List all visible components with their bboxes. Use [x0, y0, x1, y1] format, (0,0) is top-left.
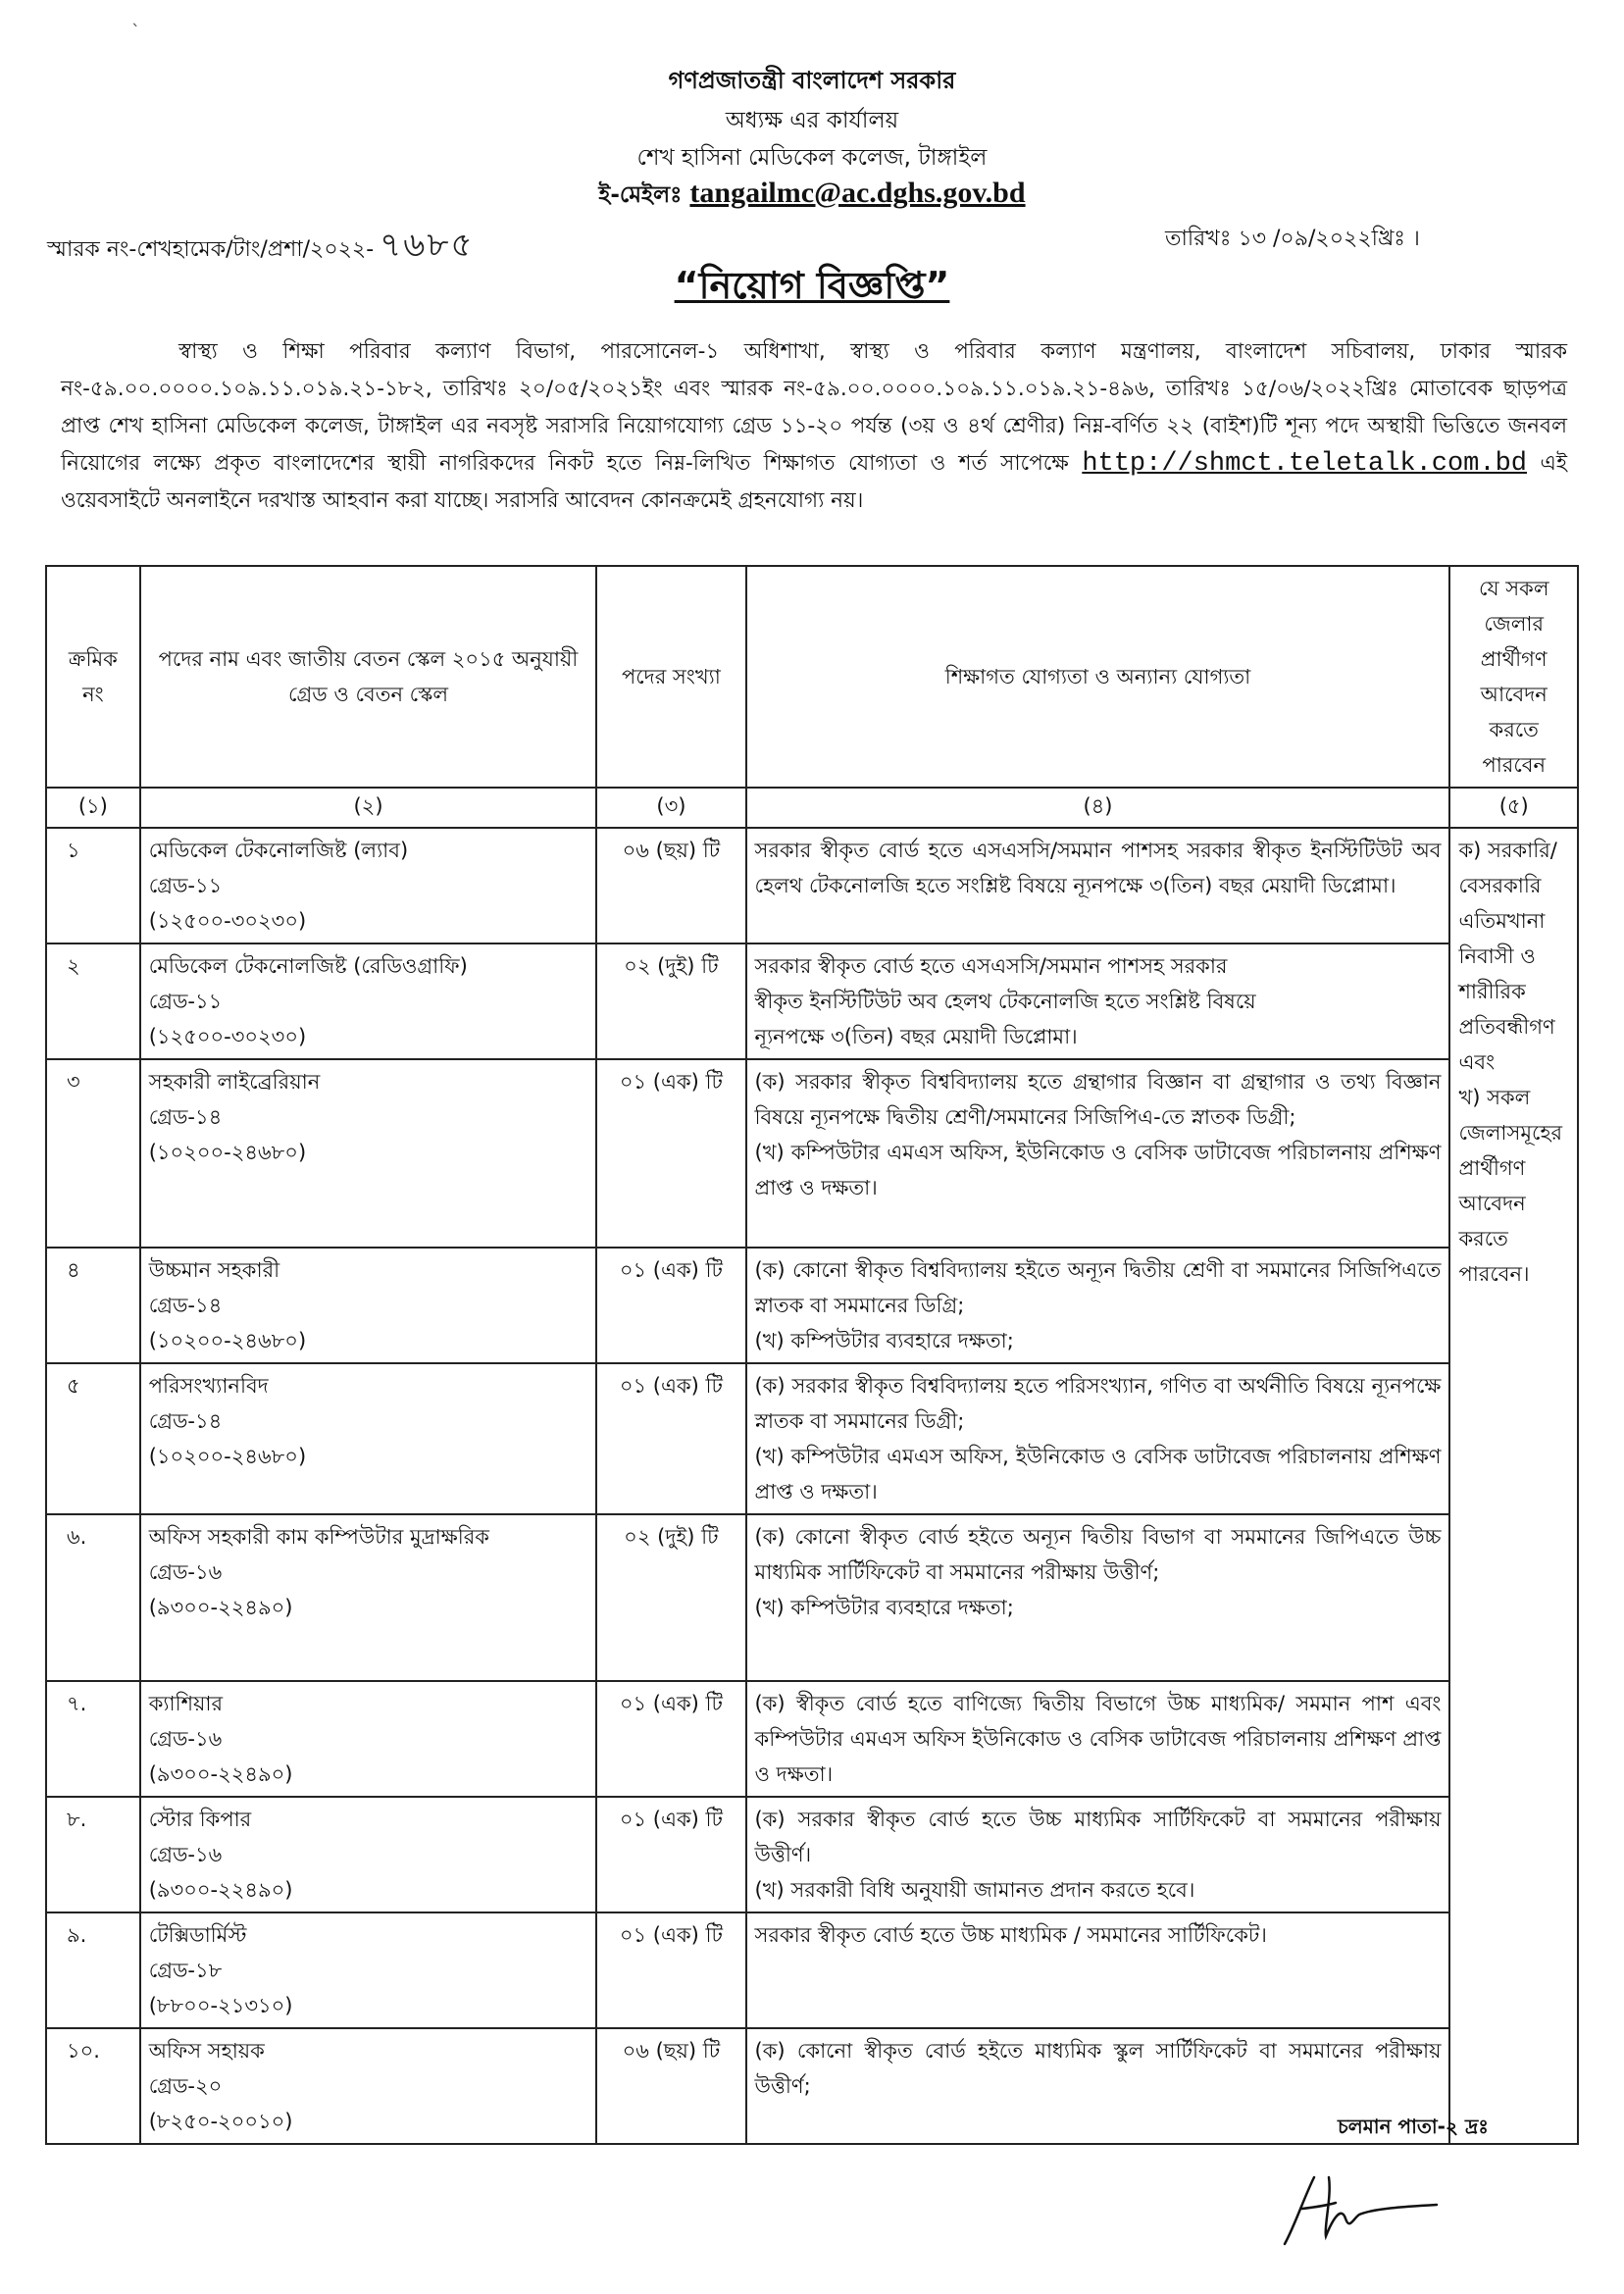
- qualification-line: (খ) কম্পিউটার এমএস অফিস, ইউনিকোড ও বেসিক ডাটাবেজ পরিচালনায় প্রশিক্ষণ প্রাপ্ত ও দক্ষতা।: [754, 1445, 1442, 1504]
- post-grade: গ্রেড-১৬: [148, 1560, 223, 1584]
- table-row: [46, 1059, 1578, 1248]
- qualification-line: স্বীকৃত ইনস্টিটিউট অব হেলথ টেকনোলজি হতে সংশ্লিষ্ট বিষয়ে: [754, 990, 1256, 1013]
- table-row: [46, 1912, 1578, 2028]
- eligibility-line: খ) সকল: [1458, 1086, 1531, 1109]
- column-number-row: [46, 788, 1578, 828]
- issue-date: তারিখঃ ১৩ /০৯/২০২২খ্রিঃ ।: [1165, 227, 1420, 251]
- column-number: (১): [46, 788, 140, 828]
- eligibility-line: করতে: [1458, 1227, 1508, 1250]
- post-post: সহকারী লাইব্রেরিয়ান: [148, 1070, 321, 1094]
- post-scale: (১২৫০০-৩০২৩০): [148, 1025, 307, 1048]
- reference-label: স্মারক নং-শেখহামেক/টাং/প্রশা/২০২২-: [47, 237, 375, 262]
- post-post: মেডিকেল টেকনোলজিষ্ট (রেডিওগ্রাফি): [148, 954, 468, 978]
- qualification-line: (ক) সরকার স্বীকৃত বোর্ড হতে উচ্চ মাধ্যমিক সার্টিফিকেট বা সমমানের পরীক্ষায় উত্তীর্ণ।: [754, 1808, 1442, 1866]
- serial-cell: ১০.: [46, 2028, 140, 2144]
- email-label: ই-মেইলঃ: [598, 182, 683, 208]
- eligibility-line: পারবেন।: [1458, 1262, 1530, 1286]
- scan-mark: ˋ: [131, 22, 140, 42]
- qualification-cell: [746, 1514, 1450, 1681]
- post-cell: [140, 1059, 597, 1248]
- eligibility-line: শারীরিক: [1458, 980, 1526, 1003]
- post-grade: গ্রেড-১৬: [148, 1727, 223, 1751]
- count-cell: ০১ (এক) টি: [596, 1059, 745, 1248]
- post-cell: [140, 1514, 597, 1681]
- eligibility-line: আবেদন: [1458, 1192, 1526, 1215]
- post-grade: গ্রেড-১৬: [148, 1843, 223, 1866]
- count-cell: ০৬ (ছয়) টি: [596, 2028, 745, 2144]
- post-grade: গ্রেড-১১: [148, 874, 223, 897]
- serial-cell: ২: [46, 943, 140, 1059]
- eligibility-line: বেসরকারি: [1458, 874, 1542, 897]
- eligibility-line: এতিমখানা: [1458, 909, 1546, 933]
- post-scale: (১০২০০-২৪৬৮০): [148, 1445, 307, 1468]
- post-scale: (৮২৫০-২০০১০): [148, 2110, 293, 2133]
- intro-text-after: এই ওয়েবসাইটে অনলাইনে দরখাস্ত আহবান করা যাচ্ছে। সরাসরি আবেদন কোনক্রমেই গ্রহনযোগ্য নয়।: [61, 451, 1567, 513]
- post-post: মেডিকেল টেকনোলজিষ্ট (ল্যাব): [148, 839, 409, 862]
- header-post-name: পদের নাম এবং জাতীয় বেতন স্কেল ২০১৫ অনুযায়ী গ্রেড ও বেতন স্কেল: [140, 566, 597, 788]
- header-eligible-districts: যে সকল জেলার প্রার্থীগণ আবেদন করতে পারবেন: [1449, 566, 1578, 788]
- column-number: (৪): [746, 788, 1450, 828]
- post-grade: গ্রেড-১৮: [148, 1959, 223, 1982]
- qualification-line: সরকার স্বীকৃত বোর্ড হতে এসএসসি/সমমান পাশসহ সরকার: [754, 954, 1228, 978]
- post-post: ক্যাশিয়ার: [148, 1692, 224, 1715]
- vacancy-table: [45, 565, 1579, 2145]
- count-cell: ০২ (দুই) টি: [596, 1514, 745, 1681]
- continued-note: চলমান পাতা-২ দ্রঃ: [1338, 2115, 1489, 2138]
- qualification-line: (খ) কম্পিউটার ব্যবহারে দক্ষতা;: [754, 1329, 1014, 1352]
- email-line: [0, 177, 1624, 215]
- serial-cell: ৫: [46, 1363, 140, 1514]
- post-post: উচ্চমান সহকারী: [148, 1258, 280, 1282]
- eligibility-line: জেলাসমূহের: [1458, 1121, 1563, 1145]
- eligibility-line: নিবাসী ও: [1458, 944, 1536, 968]
- application-url-link[interactable]: http://shmct.teletalk.com.bd: [1082, 449, 1527, 479]
- header-serial: ক্রমিক নং: [46, 566, 140, 788]
- column-number: (২): [140, 788, 597, 828]
- eligibility-cell: [1449, 828, 1578, 2144]
- count-cell: ০১ (এক) টি: [596, 1912, 745, 2028]
- email-link[interactable]: tangailmc@ac.dghs.gov.bd: [689, 177, 1026, 209]
- post-grade: গ্রেড-২০: [148, 2074, 223, 2098]
- post-post: অফিস সহায়ক: [148, 2039, 265, 2063]
- eligibility-line: প্রার্থীগণ: [1458, 1156, 1526, 1180]
- post-post: অফিস সহকারী কাম কম্পিউটার মুদ্রাক্ষরিক: [148, 1525, 489, 1549]
- post-grade: গ্রেড-১১: [148, 990, 223, 1013]
- serial-cell: ৯.: [46, 1912, 140, 2028]
- qualification-cell: [746, 1797, 1450, 1912]
- qualification-cell: [746, 1912, 1450, 2028]
- post-grade: গ্রেড-১৪: [148, 1105, 223, 1129]
- count-cell: ০১ (এক) টি: [596, 1363, 745, 1514]
- qualification-cell: [746, 1248, 1450, 1363]
- post-scale: (৯৩০০-২২৪৯০): [148, 1878, 293, 1902]
- count-cell: ০১ (এক) টি: [596, 1681, 745, 1797]
- post-grade: গ্রেড-১৪: [148, 1294, 223, 1317]
- post-post: পরিসংখ্যানবিদ: [148, 1374, 269, 1398]
- post-cell: [140, 2028, 597, 2144]
- qualification-cell: [746, 1059, 1450, 1248]
- post-post: স্টোর কিপার: [148, 1808, 252, 1831]
- qualification-cell: [746, 1681, 1450, 1797]
- serial-cell: ৪: [46, 1248, 140, 1363]
- post-post: টেক্সিডার্মিস্ট: [148, 1923, 247, 1947]
- table-body: [46, 788, 1578, 2144]
- count-cell: ০২ (দুই) টি: [596, 943, 745, 1059]
- college-name: শেখ হাসিনা মেডিকেল কলেজ, টাঙ্গাইল: [636, 145, 988, 171]
- qualification-line: ন্যূনপক্ষে ৩(তিন) বছর মেয়াদী ডিপ্লোমা।: [754, 1025, 1078, 1048]
- table-row: [46, 1363, 1578, 1514]
- post-cell: [140, 828, 597, 943]
- intro-text: স্বাস্থ্য ও শিক্ষা পরিবার কল্যাণ বিভাগ, পারসোনেল-১ অধিশাখা, স্বাস্থ্য ও পরিবার কল্যাণ মন্ত্রণালয়, বাংলাদেশ সচিবালয়, ঢাকার স্মারক নং-৫৯.০০.০০০০.১০৯.১১.০১৯.২১-১৮২, তারিখঃ ২০/০৫/২০২১ইং এবং স্মারক নং-৫৯.০০.০০০০.১০৯.১১.০১৯.২১-৪৯৬, তারিখঃ ১৫/০৬/২০২২খ্রিঃ মোতাবেক ছাড়পত্র প্রাপ্ত শেখ হাসিনা মেডিকেল কলেজ, টাঙ্গাইল এর নবসৃষ্ট সরাসরি নিয়োগযোগ্য গ্রেড ১১-২০ পর্যন্ত (৩য় ও ৪র্থ শ্রেণীর) নিম্ন-বর্ণিত ২২ (বাইশ)টি শূন্য পদে অস্থায়ী ভিত্তিতে জনবল নিয়োগের লক্ষ্যে প্রকৃত বাংলাদেশের স্থায়ী নাগরিকদের নিকট হতে নিম্ন-লিখিত শিক্ষাগত যোগ্যতা ও শর্ত সাপেক্ষে: [61, 339, 1567, 476]
- header-qualification: শিক্ষাগত যোগ্যতা ও অন্যান্য যোগ্যতা: [746, 566, 1450, 788]
- qualification-line: সরকার স্বীকৃত বোর্ড হতে এসএসসি/সমমান পাশসহ সরকার স্বীকৃত ইনস্টিটিউট অব হেলথ টেকনোলজি হতে সংশ্লিষ্ট বিষয়ে ন্যূনপক্ষে ৩(তিন) বছর মেয়াদী ডিপ্লোমা।: [754, 839, 1442, 897]
- qualification-cell: [746, 943, 1450, 1059]
- post-scale: (৮৮০০-২১৩১০): [148, 1994, 293, 2017]
- eligibility-line: প্রতিবন্ধীগণ: [1458, 1015, 1555, 1039]
- serial-cell: ৮.: [46, 1797, 140, 1912]
- qualification-line: (ক) কোনো স্বীকৃত বোর্ড হইতে মাধ্যমিক স্কুল সার্টিফিকেট বা সমমানের পরীক্ষায় উত্তীর্ণ;: [754, 2039, 1442, 2098]
- qualification-line: (ক) স্বীকৃত বোর্ড হতে বাণিজ্যে দ্বিতীয় বিভাগে উচ্চ মাধ্যমিক/ সমমান পাশ এবং কম্পিউটার এমএস অফিস ইউনিকোড ও বেসিক ডাটাবেজ পরিচালনায় প্রশিক্ষণ প্রাপ্ত ও দক্ষতা।: [754, 1692, 1442, 1786]
- post-cell: [140, 1681, 597, 1797]
- qualification-line: (ক) কোনো স্বীকৃত বিশ্ববিদ্যালয় হইতে অন্যূন দ্বিতীয় শ্রেণী বা সমমানের সিজিপিএতে স্নাতক বা সমমানের ডিগ্রি;: [754, 1258, 1442, 1317]
- count-cell: ০৬ (ছয়) টি: [596, 828, 745, 943]
- post-scale: (১২৫০০-৩০২৩০): [148, 909, 307, 933]
- eligibility-line: ক) সরকারি/: [1458, 839, 1557, 862]
- table-row: [46, 1514, 1578, 1681]
- serial-cell: ৩: [46, 1059, 140, 1248]
- qualification-line: (ক) সরকার স্বীকৃত বিশ্ববিদ্যালয় হতে গ্রন্থাগার বিজ্ঞান বা গ্রন্থাগার ও তথ্য বিজ্ঞান বিষয়ে ন্যূনপক্ষে দ্বিতীয় শ্রেণী/সমমানের সিজিপিএ-তে স্নাতক ডিগ্রী;: [754, 1070, 1442, 1129]
- qualification-cell: [746, 1363, 1450, 1514]
- table-row: [46, 1248, 1578, 1363]
- table-row: [46, 943, 1578, 1059]
- post-scale: (৯৩০০-২২৪৯০): [148, 1596, 293, 1619]
- qualification-line: (খ) সরকারী বিধি অনুযায়ী জামানত প্রদান করতে হবে।: [754, 1878, 1195, 1902]
- eligibility-line: এবং: [1458, 1050, 1496, 1074]
- qualification-line: সরকার স্বীকৃত বোর্ড হতে উচ্চ মাধ্যমিক / সমমানের সার্টিফিকেট।: [754, 1923, 1267, 1947]
- table-header-row: [46, 566, 1578, 788]
- qualification-line: (ক) সরকার স্বীকৃত বিশ্ববিদ্যালয় হতে পরিসংখ্যান, গণিত বা অর্থনীতি বিষয়ে ন্যূনপক্ষে স্নাতক বা সমমানের ডিগ্রী;: [754, 1374, 1442, 1433]
- serial-cell: ৭.: [46, 1681, 140, 1797]
- post-cell: [140, 1797, 597, 1912]
- post-cell: [140, 1248, 597, 1363]
- post-scale: (১০২০০-২৪৬৮০): [148, 1141, 307, 1164]
- qualification-line: (খ) কম্পিউটার ব্যবহারে দক্ষতা;: [754, 1596, 1014, 1619]
- post-cell: [140, 943, 597, 1059]
- post-scale: (১০২০০-২৪৬৮০): [148, 1329, 307, 1352]
- table-row: [46, 1681, 1578, 1797]
- table-row: [46, 828, 1578, 943]
- qualification-cell: [746, 828, 1450, 943]
- signature: [1275, 2158, 1442, 2256]
- intro-paragraph: [61, 333, 1567, 520]
- table-row: [46, 1797, 1578, 1912]
- qualification-line: (খ) কম্পিউটার এমএস অফিস, ইউনিকোড ও বেসিক ডাটাবেজ পরিচালনায় প্রশিক্ষণ প্রাপ্ত ও দক্ষতা।: [754, 1141, 1442, 1199]
- qualification-line: (ক) কোনো স্বীকৃত বোর্ড হইতে অন্যূন দ্বিতীয় বিভাগ বা সমমানের জিপিএতে উচ্চ মাধ্যমিক সার্টিফিকেট বা সমমানের পরীক্ষায় উত্তীর্ণ;: [754, 1525, 1442, 1584]
- serial-cell: ৬.: [46, 1514, 140, 1681]
- column-number: (৩): [596, 788, 745, 828]
- office-title: অধ্যক্ষ এর কার্যালয়: [725, 108, 899, 133]
- count-cell: ০১ (এক) টি: [596, 1797, 745, 1912]
- notice-title: “নিয়োগ বিজ্ঞপ্তি”: [674, 264, 950, 307]
- column-number: (৫): [1449, 788, 1578, 828]
- post-scale: (৯৩০০-২২৪৯০): [148, 1762, 293, 1786]
- post-cell: [140, 1912, 597, 2028]
- handwritten-number: ৭৬৮৫: [380, 226, 475, 265]
- post-cell: [140, 1363, 597, 1514]
- count-cell: ০১ (এক) টি: [596, 1248, 745, 1363]
- serial-cell: ১: [46, 828, 140, 943]
- post-grade: গ্রেড-১৪: [148, 1409, 223, 1433]
- header-post-count: পদের সংখ্যা: [596, 566, 745, 788]
- government-title: গণপ্রজাতন্ত্রী বাংলাদেশ সরকার: [668, 67, 956, 94]
